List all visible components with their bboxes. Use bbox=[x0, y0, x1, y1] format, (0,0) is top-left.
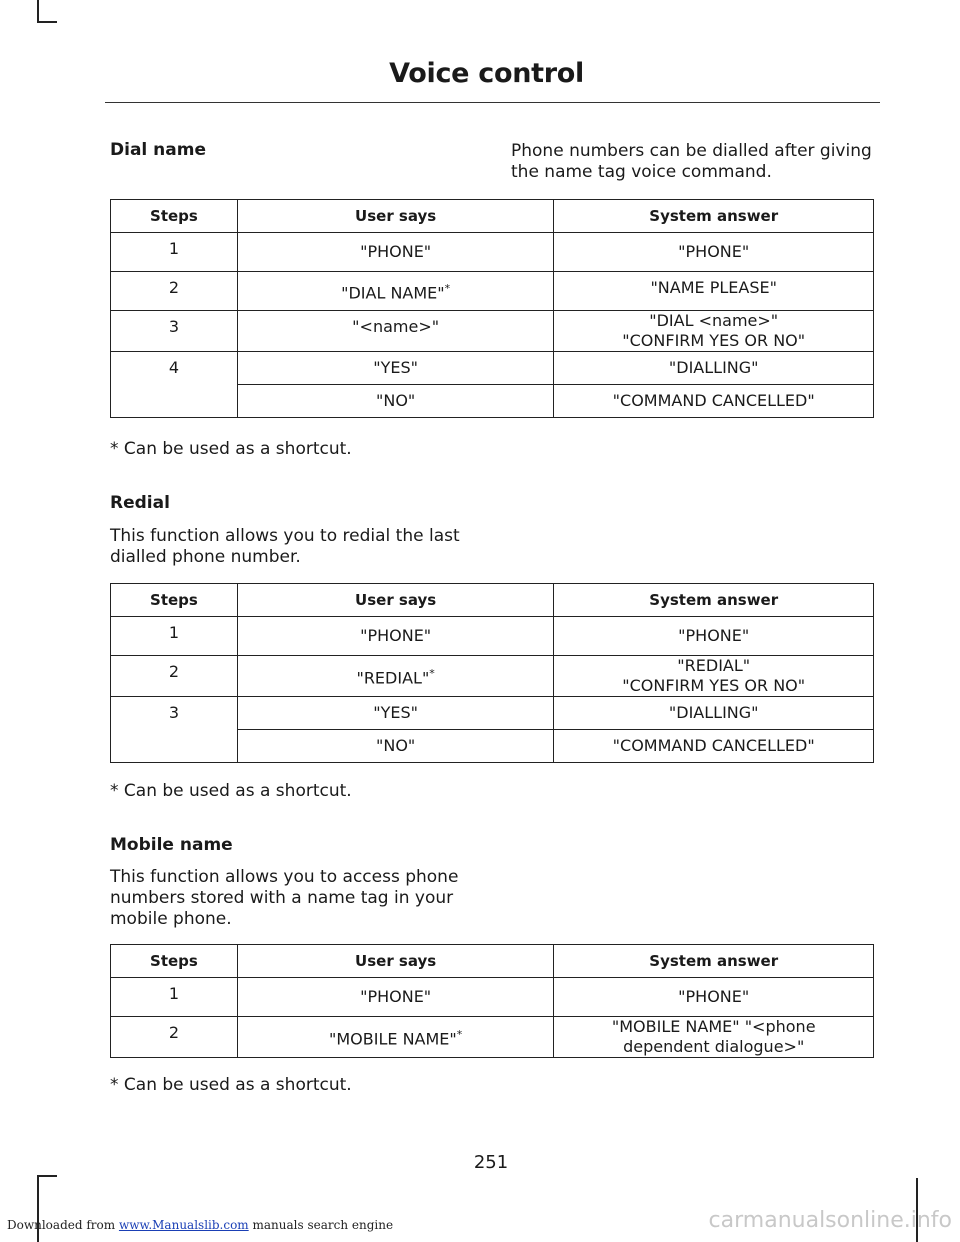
step-cell: 1 bbox=[111, 233, 238, 272]
shortcut-asterisk: * bbox=[456, 1027, 463, 1041]
page-title: Voice control bbox=[389, 58, 584, 89]
user-says-cell: "YES" bbox=[237, 352, 554, 385]
table-row bbox=[111, 352, 874, 385]
download-footer bbox=[7, 1218, 393, 1232]
system-answer-cell: "COMMAND CANCELLED" bbox=[554, 385, 874, 418]
system-answer-cell bbox=[554, 1017, 874, 1058]
system-answer-cell: "COMMAND CANCELLED" bbox=[554, 730, 874, 763]
system-answer-cell: "DIALLING" bbox=[554, 697, 874, 730]
table-row bbox=[111, 617, 874, 656]
column-header-steps: Steps bbox=[111, 200, 238, 233]
user-says-cell: "<name>" bbox=[237, 311, 554, 352]
crop-mark bbox=[37, 21, 57, 23]
footnote: * Can be used as a shortcut. bbox=[110, 439, 352, 459]
step-cell: 4 bbox=[111, 352, 238, 418]
column-header-steps: Steps bbox=[111, 945, 238, 978]
system-answer-line: "CONFIRM YES OR NO" bbox=[622, 676, 806, 695]
header-divider bbox=[105, 102, 880, 103]
shortcut-asterisk: * bbox=[429, 666, 435, 680]
crop-mark bbox=[37, 0, 39, 22]
system-answer-cell: "PHONE" bbox=[554, 617, 874, 656]
user-says-text: "DIAL NAME" bbox=[341, 283, 445, 303]
table-row bbox=[111, 656, 874, 697]
page-number: 251 bbox=[473, 1152, 509, 1173]
user-says-cell: "PHONE" bbox=[237, 978, 554, 1017]
table-row bbox=[111, 978, 874, 1017]
user-says-text: "MOBILE NAME" bbox=[329, 1029, 457, 1049]
step-cell: 2 bbox=[111, 656, 238, 697]
system-answer-line: "DIAL <name>" bbox=[649, 311, 779, 330]
table-row bbox=[111, 1017, 874, 1058]
table-header-row bbox=[111, 945, 874, 978]
table-row bbox=[111, 233, 874, 272]
table-row bbox=[111, 311, 874, 352]
table-header-row bbox=[111, 200, 874, 233]
step-cell: 2 bbox=[111, 1017, 238, 1058]
section-heading-mobile-name: Mobile name bbox=[110, 835, 233, 855]
section-intro-mobile-name: This function allows you to access phone numbers stored with a name tag in your mobile phone. bbox=[110, 867, 459, 929]
step-cell: 2 bbox=[111, 272, 238, 311]
column-header-system-answer: System answer bbox=[554, 945, 874, 978]
footnote: * Can be used as a shortcut. bbox=[110, 1075, 352, 1095]
column-header-system-answer: System answer bbox=[554, 584, 874, 617]
user-says-cell bbox=[237, 272, 554, 311]
column-header-user-says: User says bbox=[237, 584, 554, 617]
system-answer-line: dependent dialogue>" bbox=[623, 1037, 805, 1056]
user-says-cell: "YES" bbox=[237, 697, 554, 730]
step-cell: 3 bbox=[111, 697, 238, 763]
column-header-system-answer: System answer bbox=[554, 200, 874, 233]
user-says-cell bbox=[237, 1017, 554, 1058]
dial-name-table bbox=[110, 199, 874, 418]
step-cell: 1 bbox=[111, 617, 238, 656]
system-answer-cell: "PHONE" bbox=[554, 978, 874, 1017]
user-says-text: "REDIAL" bbox=[356, 668, 430, 688]
user-says-cell bbox=[237, 656, 554, 697]
system-answer-cell: "PHONE" bbox=[554, 233, 874, 272]
user-says-cell: "PHONE" bbox=[237, 617, 554, 656]
manualslib-link[interactable]: www.Manualslib.com bbox=[118, 1218, 249, 1232]
column-header-user-says: User says bbox=[237, 200, 554, 233]
user-says-cell: "NO" bbox=[237, 730, 554, 763]
column-header-steps: Steps bbox=[111, 584, 238, 617]
table-row bbox=[111, 272, 874, 311]
system-answer-cell: "DIALLING" bbox=[554, 352, 874, 385]
user-says-cell: "NO" bbox=[237, 385, 554, 418]
section-intro-dial-name: Phone numbers can be dialled after giving the name tag voice command. bbox=[511, 141, 872, 182]
section-heading-redial: Redial bbox=[110, 493, 170, 513]
section-heading-dial-name: Dial name bbox=[110, 140, 206, 160]
table-row bbox=[111, 697, 874, 730]
column-header-user-says: User says bbox=[237, 945, 554, 978]
table-header-row bbox=[111, 584, 874, 617]
step-cell: 1 bbox=[111, 978, 238, 1017]
crop-mark bbox=[37, 1175, 57, 1177]
footnote: * Can be used as a shortcut. bbox=[110, 781, 352, 801]
step-cell: 3 bbox=[111, 311, 238, 352]
system-answer-line: "REDIAL" bbox=[677, 656, 751, 675]
user-says-cell: "PHONE" bbox=[237, 233, 554, 272]
mobile-name-table bbox=[110, 944, 874, 1058]
footer-suffix: manuals search engine bbox=[248, 1218, 394, 1232]
footer-prefix: Downloaded from bbox=[7, 1218, 119, 1232]
shortcut-asterisk: * bbox=[444, 281, 451, 295]
watermark: carmanualsonline.info bbox=[708, 1208, 952, 1233]
system-answer-line: "CONFIRM YES OR NO" bbox=[622, 331, 806, 350]
system-answer-cell: "NAME PLEASE" bbox=[554, 272, 874, 311]
system-answer-cell bbox=[554, 656, 874, 697]
system-answer-cell bbox=[554, 311, 874, 352]
section-intro-redial: This function allows you to redial the last dialled phone number. bbox=[110, 526, 460, 567]
system-answer-line: "MOBILE NAME" "<phone bbox=[611, 1017, 816, 1036]
redial-table bbox=[110, 583, 874, 763]
